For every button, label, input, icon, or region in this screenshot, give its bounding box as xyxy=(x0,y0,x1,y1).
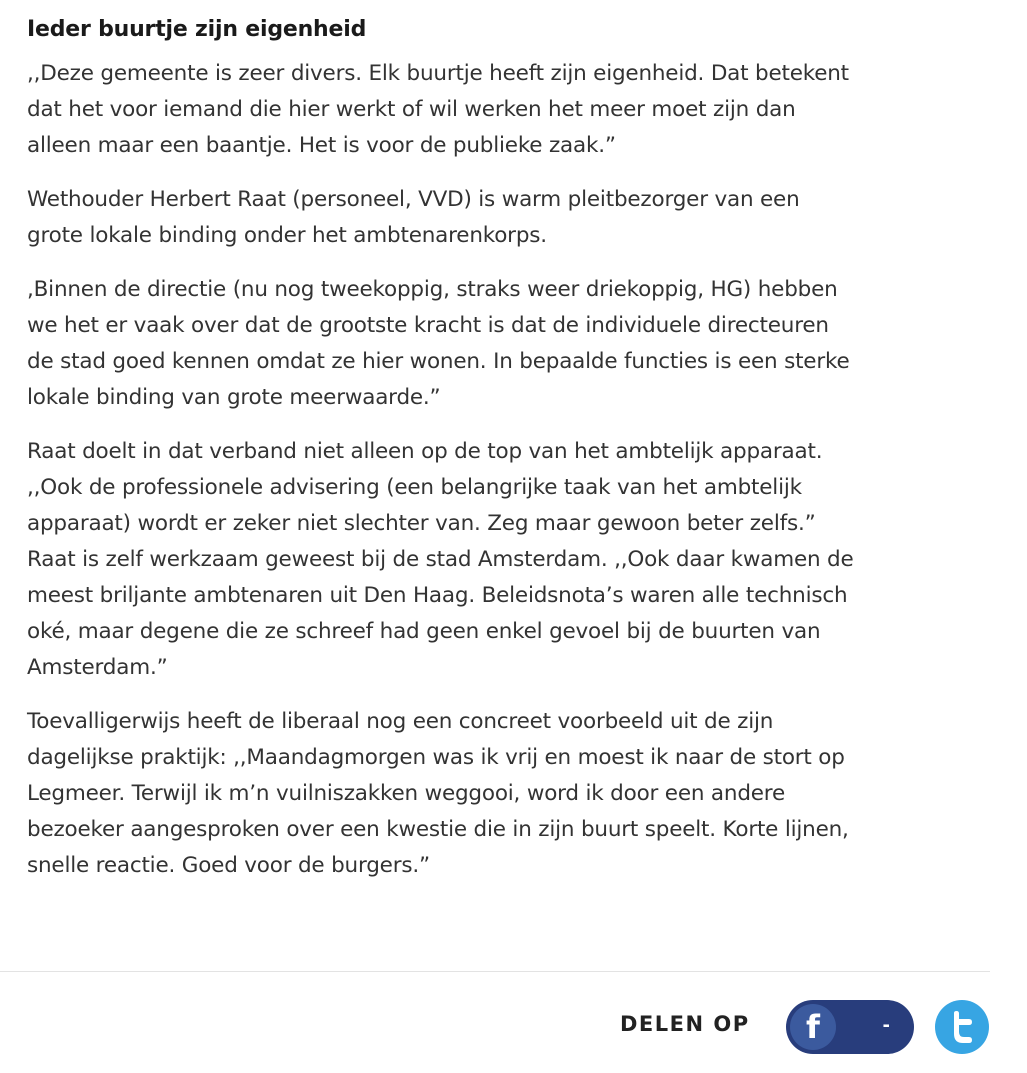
article-paragraph: ,Binnen de directie (nu nog tweekoppig, straks weer driekoppig, HG) hebben we het er vaak over dat de grootste kracht is dat de individuele directeuren de stad goed kennen omdat ze hier wonen. In bepaalde functies is een sterke lokale binding van grote meerwaarde.” xyxy=(27,277,850,410)
share-divider xyxy=(0,971,990,972)
twitter-share-button[interactable] xyxy=(935,1000,989,1054)
article-paragraph: Toevalligerwijs heeft de liberaal nog een concreet voorbeeld uit de zijn dagelijkse praktijk: ,,Maandagmorgen was ik vrij en moest ik naar de stort op Legmeer. Terwijl ik m’n vuilniszakken weggooi, word ik door een andere bezoeker aangesproken over een kwestie die in zijn buurt speelt. Korte lijnen, snelle reactie. Goed voor de burgers.” xyxy=(27,709,849,878)
facebook-icon: f xyxy=(790,1004,836,1050)
article-heading: Ieder buurtje zijn eigenheid xyxy=(27,17,367,42)
twitter-icon xyxy=(949,1011,975,1043)
facebook-share-button[interactable] xyxy=(786,1000,914,1054)
article-paragraph: ,,Deze gemeente is zeer divers. Elk buurtje heeft zijn eigenheid. Dat betekent dat het voor iemand die hier werkt of wil werken het meer moet zijn dan alleen maar een baantje. Het is voor de publieke zaak.” xyxy=(27,61,849,158)
article xyxy=(27,14,1002,902)
article-paragraph: Wethouder Herbert Raat (personeel, VVD) is warm pleitbezorger van een grote lokale binding onder het ambtenarenkorps. xyxy=(27,187,800,248)
facebook-share-count: - xyxy=(882,1015,890,1036)
share-label: DELEN OP xyxy=(620,1012,750,1036)
article-paragraph: Raat doelt in dat verband niet alleen op de top van het ambtelijk apparaat. ,,Ook de professionele advisering (een belangrijke taak van het ambtelijk apparaat) wordt er zeker niet slechter van. Zeg maar gewoon beter zelfs.” Raat is zelf werkzaam geweest bij de stad Amsterdam. ,,Ook daar kwamen de meest briljante ambtenaren uit Den Haag. Beleidsnota’s waren alle technisch oké, maar degene die ze schreef had geen enkel gevoel bij de buurten van Amsterdam.” xyxy=(27,439,854,680)
share-bar xyxy=(0,998,1027,1056)
